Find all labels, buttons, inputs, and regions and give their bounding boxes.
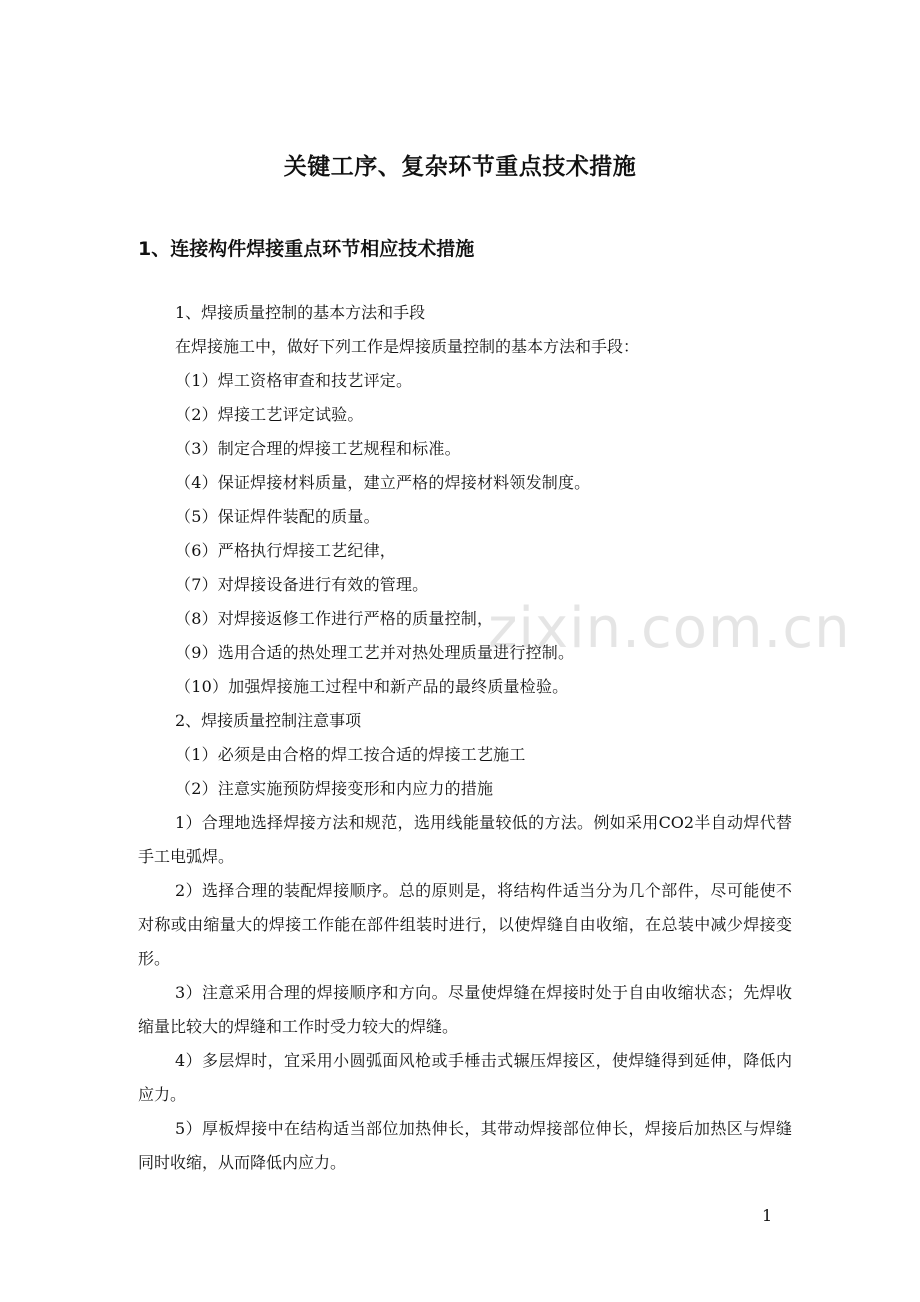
list-item: （7）对焊接设备进行有效的管理。	[175, 575, 429, 594]
watermark: zixin.com.cn	[488, 596, 851, 661]
paragraph: 3）注意采用合理的焊接顺序和方向。尽量使焊缝在焊接时处于自由收缩状态；先焊收缩量比较大的焊缝和工作时受力较大的焊缝。	[138, 983, 792, 1036]
list-item: （1）必须是由合格的焊工按合适的焊接工艺施工	[175, 745, 526, 764]
list-item: （8）对焊接返修工作进行严格的质量控制，	[175, 609, 494, 628]
paragraph: 4）多层焊时，宜采用小圆弧面风枪或手棰击式辗压焊接区，使焊缝得到延伸，降低内应力。	[138, 1051, 792, 1104]
paragraph: 5）厚板焊接中在结构适当部位加热伸长，其带动焊接部位伸长，焊接后加热区与焊缝同时收缩，从而降低内应力。	[138, 1119, 792, 1172]
paragraph: 1）合理地选择焊接方法和规范，选用线能量较低的方法。例如采用CO2半自动焊代替手工电弧焊。	[138, 813, 792, 866]
subsection-heading-2: 2、焊接质量控制注意事项	[175, 711, 362, 730]
list-item: （2）焊接工艺评定试验。	[175, 405, 364, 424]
section-heading: 1、连接构件焊接重点环节相应技术措施	[138, 238, 475, 260]
list-item: （5）保证焊件装配的质量。	[175, 507, 380, 526]
list-item: （3）制定合理的焊接工艺规程和标准。	[175, 439, 461, 458]
page-number: 1	[762, 1206, 773, 1225]
intro-line: 在焊接施工中，做好下列工作是焊接质量控制的基本方法和手段：	[175, 337, 640, 356]
list-item: （2）注意实施预防焊接变形和内应力的措施	[175, 779, 494, 798]
subsection-heading-1: 1、焊接质量控制的基本方法和手段	[175, 303, 426, 322]
paragraph: 2）选择合理的装配焊接顺序。总的原则是，将结构件适当分为几个部件，尽可能使不对称或由缩量大的焊接工作能在部件组装时进行，以使焊缝自由收缩，在总装中减少焊接变形。	[138, 881, 792, 968]
list-item: （6）严格执行焊接工艺纪律，	[175, 541, 396, 560]
list-item: （10）加强焊接施工过程中和新产品的最终质量检验。	[175, 677, 569, 696]
list-item: （4）保证焊接材料质量，建立严格的焊接材料领发制度。	[175, 473, 591, 492]
document-title: 关键工序、复杂环节重点技术措施	[283, 154, 637, 180]
document-body	[138, 296, 792, 1180]
list-item: （1）焊工资格审查和技艺评定。	[175, 371, 413, 390]
list-item: （9）选用合适的热处理工艺并对热处理质量进行控制。	[175, 643, 575, 662]
